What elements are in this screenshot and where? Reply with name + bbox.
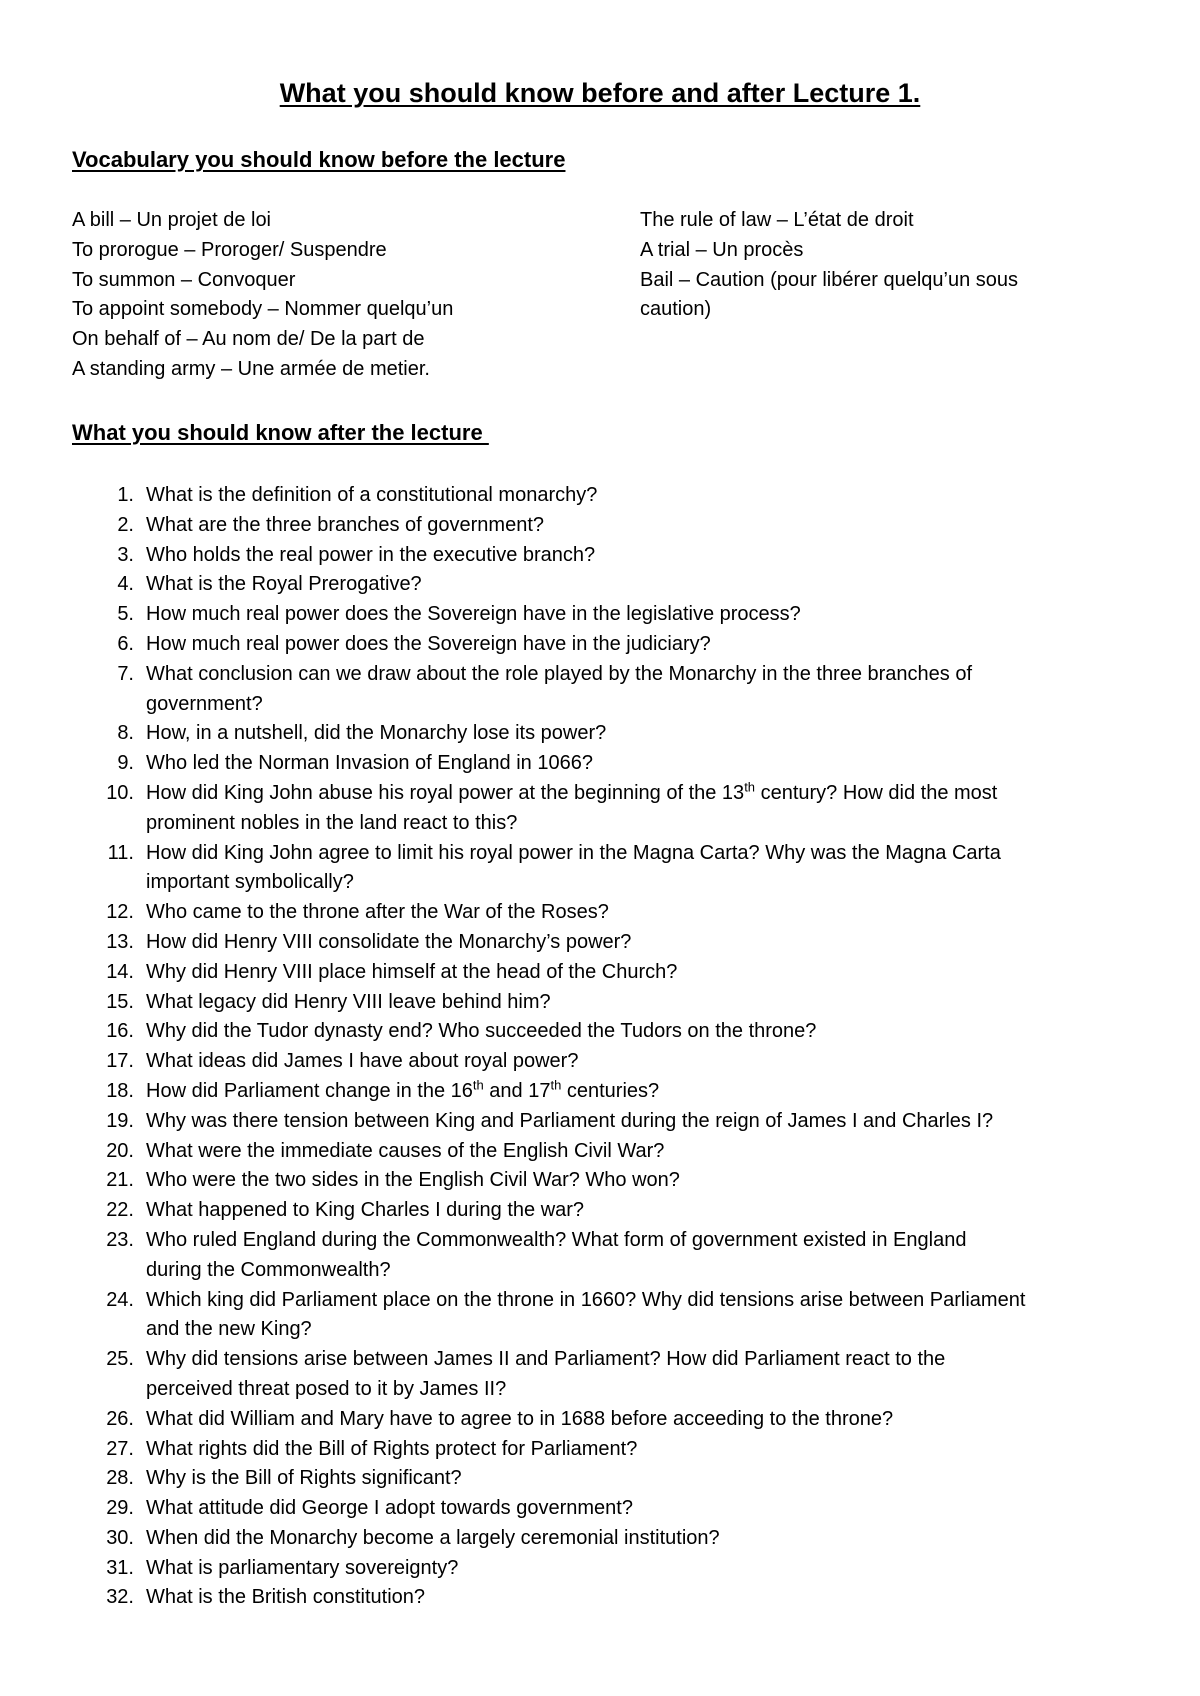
question-list (0, 481, 1150, 1613)
question-text-line (146, 660, 1150, 690)
question-text-line (146, 690, 1150, 720)
question-item (0, 1435, 1150, 1465)
question-text: and 17 (483, 1079, 551, 1102)
question-text-line (146, 630, 1150, 660)
question-number: 13. (106, 930, 134, 953)
question-item (0, 660, 1150, 720)
question-text-line (146, 1435, 1150, 1465)
question-text: What attitude did George I adopt towards government? (146, 1497, 633, 1520)
question-text: century? How did the most (755, 781, 998, 804)
vocabulary-item: On behalf of – Au nom de/ De la part de (72, 328, 425, 351)
question-text-line (146, 1047, 1150, 1077)
question-text: What is parliamentary sovereignty? (146, 1556, 459, 1579)
question-text: Which king did Parliament place on the throne in 1660? Why did tensions arise between Parliament (146, 1288, 1026, 1311)
question-text-line (146, 1107, 1150, 1137)
question-item (0, 600, 1150, 630)
question-text: perceived threat posed to it by James II? (146, 1377, 507, 1400)
vocabulary-item: A standing army – Une armée de metier. (72, 357, 430, 380)
vocabulary-item: A trial – Un procès (640, 238, 804, 261)
question-text: Why did tensions arise between James II and Parliament? How did Parliament react to the (146, 1348, 946, 1371)
question-text: What happened to King Charles I during the war? (146, 1199, 585, 1222)
question-text-line (146, 600, 1150, 630)
question-item (0, 839, 1150, 899)
question-item (0, 988, 1150, 1018)
question-number: 14. (106, 960, 134, 983)
question-item (0, 1286, 1150, 1346)
question-text-line (146, 1286, 1150, 1316)
question-text-line (146, 1494, 1150, 1524)
question-text: centuries? (561, 1079, 660, 1102)
question-text: Why did the Tudor dynasty end? Who succeeded the Tudors on the throne? (146, 1020, 817, 1043)
question-text: What did William and Mary have to agree to in 1688 before acceeding to the throne? (146, 1407, 894, 1430)
vocabulary-item: To summon – Convoquer (72, 268, 296, 291)
question-item (0, 1494, 1150, 1524)
ordinal-suffix: th (550, 1077, 562, 1093)
question-item (0, 779, 1150, 839)
question-item (0, 1405, 1150, 1435)
ordinal-suffix: th (744, 779, 756, 795)
question-text-line (146, 1137, 1150, 1167)
vocabulary-right-column (640, 206, 1110, 325)
question-item (0, 719, 1150, 749)
question-text: How did Parliament change in the 16 (146, 1079, 473, 1102)
question-text-line (146, 511, 1150, 541)
ordinal-suffix: th (472, 1077, 484, 1093)
question-text: prominent nobles in the land react to this? (146, 811, 518, 834)
vocabulary-item: The rule of law – L’état de droit (640, 209, 914, 231)
question-item (0, 749, 1150, 779)
question-text-line (146, 779, 1150, 809)
question-item (0, 511, 1150, 541)
question-number: 22. (106, 1199, 134, 1222)
question-text-line (146, 1375, 1150, 1405)
question-text: How did Henry VIII consolidate the Monarchy’s power? (146, 930, 632, 953)
question-number: 27. (106, 1437, 134, 1460)
question-number: 16. (106, 1020, 134, 1043)
question-item (0, 1017, 1150, 1047)
question-text: When did the Monarchy become a largely ceremonial institution? (146, 1526, 720, 1549)
question-text: What were the immediate causes of the English Civil War? (146, 1139, 665, 1162)
question-text-line (146, 1405, 1150, 1435)
question-number: 5. (117, 603, 134, 626)
question-text: How much real power does the Sovereign have in the legislative process? (146, 603, 801, 626)
question-text-line (146, 1583, 1150, 1613)
question-item (0, 928, 1150, 958)
document-title: What you should know before and after Lecture 1. (279, 78, 921, 108)
question-text-line (146, 1166, 1150, 1196)
question-number: 6. (117, 632, 134, 655)
question-text-line (146, 1256, 1150, 1286)
question-text: important symbolically? (146, 871, 354, 894)
question-item (0, 1107, 1150, 1137)
question-item (0, 898, 1150, 928)
question-item (0, 1345, 1150, 1405)
question-text: How did King John abuse his royal power at the beginning of the 13 (146, 781, 745, 804)
question-text-line (146, 1464, 1150, 1494)
question-text-line (146, 988, 1150, 1018)
question-number: 9. (117, 752, 134, 775)
question-number: 20. (106, 1139, 134, 1162)
question-text: What legacy did Henry VIII leave behind him? (146, 990, 551, 1013)
question-text: What rights did the Bill of Rights protect for Parliament? (146, 1437, 638, 1460)
question-text-line (146, 868, 1150, 898)
question-number: 19. (106, 1109, 134, 1132)
question-number: 2. (117, 513, 134, 536)
question-text: How did King John agree to limit his royal power in the Magna Carta? Why was the Magna Carta (146, 841, 1001, 864)
question-text: government? (146, 692, 263, 715)
question-text-line (146, 481, 1150, 511)
question-text-line (146, 749, 1150, 779)
question-text: What is the Royal Prerogative? (146, 573, 422, 596)
question-text: Who were the two sides in the English Civil War? Who won? (146, 1169, 680, 1192)
question-text-line (146, 898, 1150, 928)
question-text: during the Commonwealth? (146, 1258, 391, 1281)
question-text: What is the British constitution? (146, 1586, 426, 1609)
question-number: 4. (117, 573, 134, 596)
question-text: Who holds the real power in the executive branch? (146, 543, 596, 566)
question-number: 31. (106, 1556, 134, 1579)
question-number: 3. (117, 543, 134, 566)
question-number: 15. (106, 990, 134, 1013)
question-number: 7. (117, 662, 134, 685)
question-item (0, 1554, 1150, 1584)
question-text: Who came to the throne after the War of the Roses? (146, 901, 609, 924)
question-item (0, 1464, 1150, 1494)
question-text: What are the three branches of government? (146, 513, 545, 536)
question-number: 24. (106, 1288, 134, 1311)
question-text-line (146, 1226, 1150, 1256)
question-item (0, 1583, 1150, 1613)
question-text-line (146, 1077, 1150, 1107)
question-number: 26. (106, 1407, 134, 1430)
question-item (0, 958, 1150, 988)
question-text: How, in a nutshell, did the Monarchy lose its power? (146, 722, 607, 745)
after-lecture-heading: What you should know after the lecture (72, 420, 489, 445)
question-item (0, 1524, 1150, 1554)
question-text: What ideas did James I have about royal power? (146, 1050, 579, 1073)
vocabulary-item: Bail – Caution (pour libérer quelqu’un sous (640, 268, 1019, 291)
vocabulary-item: A bill – Un projet de loi (72, 209, 272, 231)
question-text-line (146, 839, 1150, 869)
question-number: 32. (106, 1586, 134, 1609)
question-text-line (146, 1554, 1150, 1584)
vocabulary-heading: Vocabulary you should know before the lecture (72, 147, 566, 172)
question-text-line (146, 1315, 1150, 1345)
question-item (0, 1047, 1150, 1077)
question-item (0, 1137, 1150, 1167)
question-item (0, 1226, 1150, 1286)
question-text-line (146, 928, 1150, 958)
vocabulary-item: caution) (640, 298, 712, 321)
question-item (0, 630, 1150, 660)
question-text-line (146, 570, 1150, 600)
question-item (0, 570, 1150, 600)
question-text-line (146, 1017, 1150, 1047)
question-text: Why was there tension between King and Parliament during the reign of James I and Charles I? (146, 1109, 994, 1132)
question-item (0, 1196, 1150, 1226)
question-text: Why is the Bill of Rights significant? (146, 1467, 462, 1490)
question-number: 18. (106, 1079, 134, 1102)
vocabulary-item: To appoint somebody – Nommer quelqu’un (72, 298, 454, 321)
vocabulary-left-column (72, 206, 592, 385)
question-text-line (146, 809, 1150, 839)
question-text-line (146, 958, 1150, 988)
question-number: 25. (106, 1348, 134, 1371)
question-number: 17. (106, 1050, 134, 1073)
question-item (0, 1166, 1150, 1196)
question-text: What conclusion can we draw about the role played by the Monarchy in the three branches of (146, 662, 973, 685)
question-item (0, 541, 1150, 571)
question-text-line (146, 541, 1150, 571)
question-number: 21. (106, 1169, 134, 1192)
question-number: 11. (107, 841, 134, 864)
question-text: and the new King? (146, 1318, 312, 1341)
question-number: 12. (106, 901, 134, 924)
question-text-line (146, 719, 1150, 749)
question-item (0, 1077, 1150, 1107)
question-number: 30. (106, 1526, 134, 1549)
question-text-line (146, 1524, 1150, 1554)
question-text: Why did Henry VIII place himself at the head of the Church? (146, 960, 678, 983)
question-item (0, 481, 1150, 511)
question-number: 1. (117, 484, 134, 506)
question-number: 8. (117, 722, 134, 745)
vocabulary-item: To prorogue – Proroger/ Suspendre (72, 238, 387, 261)
question-text: Who led the Norman Invasion of England in 1066? (146, 752, 593, 775)
question-text: How much real power does the Sovereign have in the judiciary? (146, 632, 711, 655)
question-number: 29. (106, 1497, 134, 1520)
question-text-line (146, 1196, 1150, 1226)
question-text: Who ruled England during the Commonwealth? What form of government existed in England (146, 1228, 967, 1251)
question-text: What is the definition of a constitutional monarchy? (146, 484, 598, 506)
question-number: 23. (106, 1228, 134, 1251)
question-text-line (146, 1345, 1150, 1375)
question-number: 28. (106, 1467, 134, 1490)
question-number: 10. (106, 781, 134, 804)
